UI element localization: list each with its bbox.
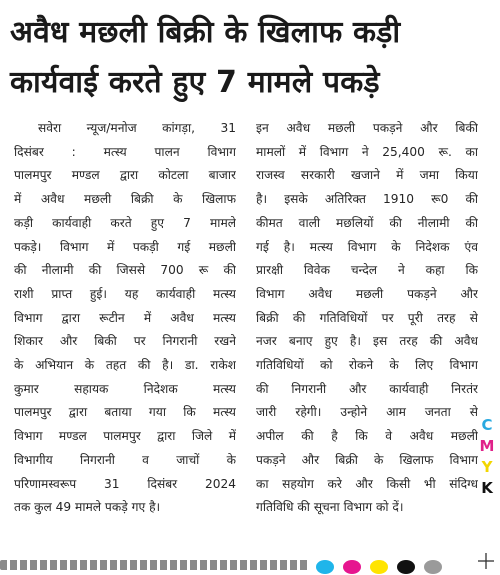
article-line: का सहयोग करे और किसी भी संदिग्ध: [256, 476, 478, 491]
article-line: कड़ी कार्यवाही करते हुए 7 मामले: [14, 215, 236, 230]
article-line: विभागीय निगरानी व जाचों के: [14, 452, 236, 467]
article-line: प्रारक्षी विवेक चन्देल ने कहा कि: [256, 263, 478, 278]
color-dot: [316, 560, 334, 574]
cmyk-letter: M: [479, 437, 495, 455]
color-dot: [343, 560, 361, 574]
cmyk-letter: Y: [481, 458, 493, 476]
article-line: अपील की है कि वे अवैध मछली: [256, 429, 478, 444]
article-line: विभाग अवैध मछली पकड़ने और: [256, 286, 478, 301]
article-line: दिसंबर : मत्स्य पालन विभाग: [14, 144, 236, 159]
article-line: की निगरानी और कार्यवाही निरतंर: [256, 381, 478, 396]
article-line: नजर बनाए हुए है। इस तरह की अवैध: [256, 334, 478, 349]
cmyk-letter: K: [481, 479, 493, 497]
article-line: राजस्व सरकारी खजाने में जमा किया: [256, 168, 478, 183]
article-line: तक कुल 49 मामले पकड़े गए है।: [14, 500, 161, 515]
article-line: पालमपुर द्वारा बताया गया कि मत्स्य: [14, 405, 236, 420]
article-line: परिणामस्वरूप 31 दिसंबर 2024: [14, 476, 236, 491]
article-line: है। इसके अतिरिक्त 1910 रू0 की: [256, 192, 478, 207]
article-line: में अवैध मछली बिक्री के खिलाफ: [14, 192, 236, 207]
article-line: के अभियान के तहत की है। डा. राकेश: [14, 358, 236, 373]
article-line: कुमार सहायक निदेशक मत्स्य: [14, 381, 236, 396]
headline-line-2: कार्यवाई करते हुए 7 मामले पकड़े: [10, 65, 380, 100]
article-line: राशी प्राप्त हुई। यह कार्यवाही मत्स्य: [14, 286, 236, 301]
article-left-column: [14, 117, 236, 520]
article-line: शिकार और बिकी पर निगरानी रखने: [14, 334, 236, 349]
article-line: सवेरा न्यूज/मनोज कांगड़ा, 31: [38, 121, 236, 135]
article-line: विभाग द्वारा रूटीन में अवैध मत्स्य: [14, 310, 236, 325]
color-dot: [397, 560, 415, 574]
article-right-column: [256, 117, 478, 520]
color-dot: [424, 560, 442, 574]
article-line: गई है। मत्स्य विभाग के निदेशक एंव: [256, 239, 478, 254]
article-line: मामलों में विभाग ने 25,400 रू. का: [256, 144, 478, 159]
article-line: पकड़ने और बिक्री के खिलाफ विभाग: [256, 452, 478, 467]
print-dash-bar: [0, 560, 310, 570]
article-line: इन अवैध मछली पकड़ने और बिकी: [256, 121, 478, 135]
article-line: की नीलामी की जिससे 700 रू की: [14, 263, 236, 278]
article-line: कीमत वाली मछलियों की नीलामी की: [256, 215, 478, 230]
cmyk-registration-letters: [478, 415, 496, 499]
article-line: पकड़े। विभाग में पकड़ी गई मछली: [14, 239, 236, 254]
headline-line-1: अवैध मछली बिक्री के खिलाफ कड़ी: [10, 15, 401, 50]
article-line: गतिविधियों को रोकने के लिए विभाग: [256, 358, 478, 373]
article-line: जारी रहेगी। उन्होने आम जनता से: [256, 405, 478, 420]
article-line: गतिविधि की सूचना विभाग को दें।: [256, 500, 404, 515]
article-line: विभाग मण्डल पालमपुर द्वारा जिले में: [14, 429, 236, 444]
cmyk-letter: C: [481, 416, 493, 434]
color-dot: [370, 560, 388, 574]
article-line: पालमपुर मण्डल द्वारा कोटला बाजार: [14, 168, 236, 183]
headline: [10, 8, 480, 108]
article-line: बिक्री की गतिविधियों पर पूरी तरह से: [256, 310, 478, 325]
registration-crosshair-icon: [478, 553, 494, 569]
